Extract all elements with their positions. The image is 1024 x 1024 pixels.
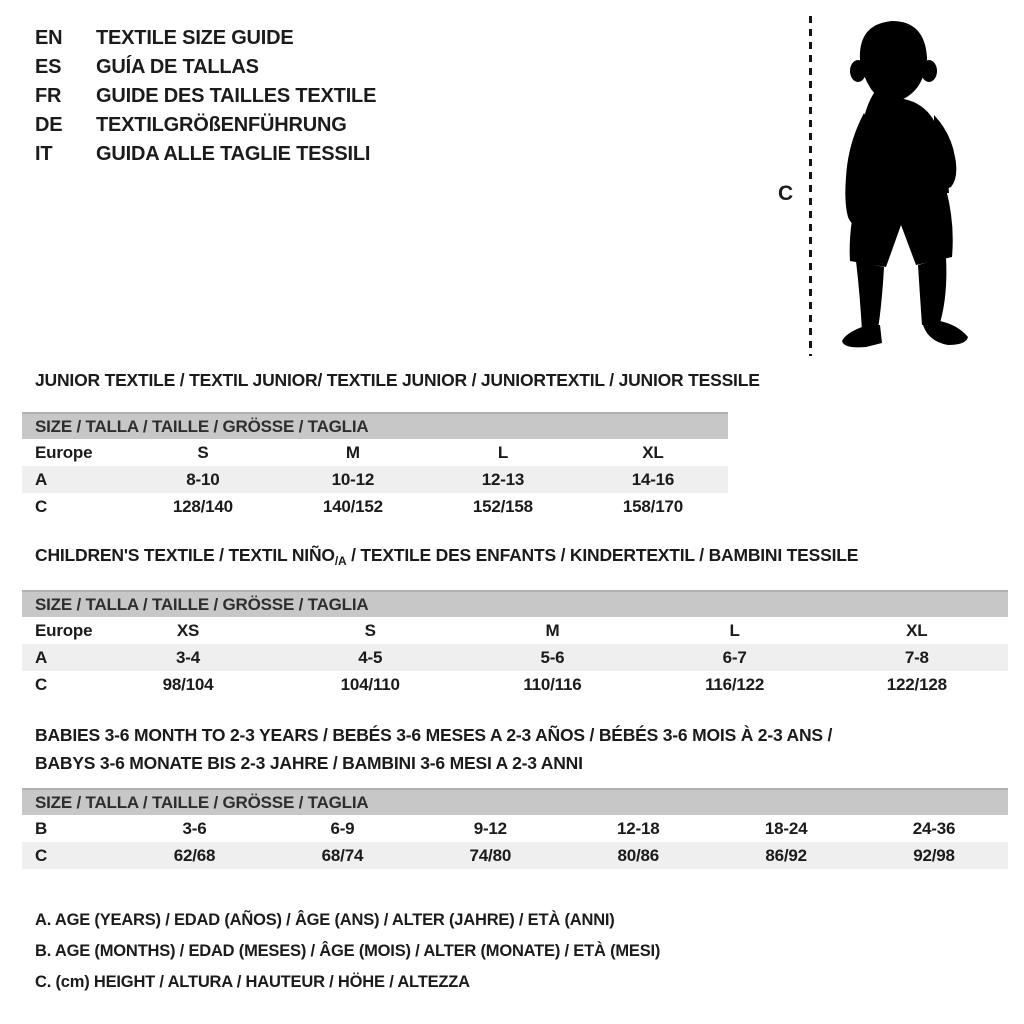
babies-heading-line-1: BABIES 3-6 MONTH TO 2-3 YEARS / BEBÉS 3-6 MESES A 2-3 AÑOS / BÉBÉS 3-6 MOIS À 2-3 ANS / <box>35 725 833 745</box>
language-code: IT <box>35 143 53 165</box>
language-row-fr <box>35 82 376 111</box>
height-cell: 92/98 <box>913 845 955 865</box>
height-cell: 128/140 <box>172 496 233 516</box>
table-row-height <box>22 842 1008 869</box>
height-cell: 68/74 <box>321 845 364 865</box>
size-cell: M <box>545 620 560 640</box>
table-row-age-months <box>22 815 1008 842</box>
junior-size-table <box>22 412 728 520</box>
age-cell: 9-12 <box>473 818 507 838</box>
children-section-heading <box>35 541 858 575</box>
footnote-a: A. AGE (YEARS) / EDAD (AÑOS) / ÂGE (ANS) / ALTER (JAHRE) / ETÀ (ANNI) <box>35 911 615 929</box>
age-cell: 5-6 <box>540 647 565 667</box>
table-row-age <box>22 466 728 493</box>
height-cell: 122/128 <box>886 674 947 694</box>
size-cell: M <box>345 442 360 462</box>
language-code: DE <box>35 114 63 136</box>
height-cell: 158/170 <box>622 496 683 516</box>
row-label: Europe <box>35 620 93 640</box>
babies-section-heading <box>35 721 832 777</box>
language-title: GUIDE DES TAILLES TEXTILE <box>96 85 377 107</box>
age-cell: 3-6 <box>182 818 207 838</box>
language-title: TEXTILE SIZE GUIDE <box>96 27 294 49</box>
children-size-table <box>22 590 1008 698</box>
age-cell: 18-24 <box>764 818 808 838</box>
row-label: B <box>35 818 48 838</box>
language-row-it <box>35 140 376 169</box>
language-list <box>35 24 376 169</box>
toddler-silhouette <box>822 14 982 356</box>
language-title: GUIDA ALLE TAGLIE TESSILI <box>96 143 371 165</box>
age-cell: 10-12 <box>331 469 375 489</box>
size-cell: L <box>729 620 740 640</box>
height-cell: 104/110 <box>340 674 400 694</box>
age-cell: 12-18 <box>616 818 660 838</box>
height-cell: 152/158 <box>472 496 533 516</box>
table-row-europe <box>22 617 1008 644</box>
footnotes <box>35 905 660 998</box>
table-row-height <box>22 493 728 520</box>
size-cell: L <box>497 442 509 462</box>
babies-heading-line-2: BABYS 3-6 MONATE BIS 2-3 JAHRE / BAMBINI 3-6 MESI A 2-3 ANNI <box>35 753 583 773</box>
language-row-es <box>35 53 376 82</box>
size-cell: XL <box>906 620 928 640</box>
age-cell: 14-16 <box>631 469 675 489</box>
size-header-bar: SIZE / TALLA / TAILLE / GRÖSSE / TAGLIA <box>22 788 1008 815</box>
age-cell: 8-10 <box>186 469 220 489</box>
size-cell: XL <box>642 442 664 462</box>
language-title: GUÍA DE TALLAS <box>96 56 259 78</box>
size-header-bar: SIZE / TALLA / TAILLE / GRÖSSE / TAGLIA <box>22 412 728 439</box>
height-dashed-line <box>809 16 812 356</box>
row-label: C <box>35 845 48 865</box>
age-cell: 7-8 <box>904 647 929 667</box>
footnote-c: C. (cm) HEIGHT / ALTURA / HAUTEUR / HÖHE / ALTEZZA <box>35 973 470 991</box>
children-heading-prefix: CHILDREN'S TEXTILE / TEXTIL NIÑO <box>35 545 335 565</box>
age-cell: 4-5 <box>358 647 383 667</box>
height-cell: 62/68 <box>173 845 216 865</box>
babies-size-table <box>22 788 1008 869</box>
height-cell: 86/92 <box>765 845 807 865</box>
table-row-age <box>22 644 1008 671</box>
size-header-bar: SIZE / TALLA / TAILLE / GRÖSSE / TAGLIA <box>22 590 1008 617</box>
row-label: C <box>35 674 48 694</box>
language-title: TEXTILGRÖßENFÜHRUNG <box>96 114 347 136</box>
height-cell: 110/116 <box>523 674 582 694</box>
children-heading-suffix: / TEXTILE DES ENFANTS / KINDERTEXTIL / BAMBINI TESSILE <box>346 545 859 565</box>
language-code: EN <box>35 27 63 49</box>
height-cell: 80/86 <box>617 845 659 865</box>
age-cell: 6-7 <box>722 647 747 667</box>
table-row-height <box>22 671 1008 698</box>
language-code: FR <box>35 85 62 107</box>
height-cell: 98/104 <box>162 674 214 694</box>
junior-section-heading: JUNIOR TEXTILE / TEXTIL JUNIOR/ TEXTILE JUNIOR / JUNIORTEXTIL / JUNIOR TESSILE <box>35 370 760 390</box>
size-cell: S <box>197 442 209 462</box>
age-cell: 12-13 <box>481 469 525 489</box>
age-cell: 24-36 <box>912 818 956 838</box>
age-cell: 6-9 <box>330 818 355 838</box>
height-cell: 74/80 <box>469 845 512 865</box>
footnote-b: B. AGE (MONTHS) / EDAD (MESES) / ÂGE (MOIS) / ALTER (MONATE) / ETÀ (MESI) <box>35 942 661 960</box>
row-label: A <box>35 647 48 667</box>
table-row-europe <box>22 439 728 466</box>
height-cell: 116/122 <box>705 674 765 694</box>
children-heading-sub: /A <box>334 554 347 568</box>
row-label: A <box>35 469 48 489</box>
row-label: C <box>35 496 48 516</box>
height-label: C <box>778 182 793 205</box>
age-cell: 3-4 <box>176 647 201 667</box>
language-row-de <box>35 111 376 140</box>
size-cell: XS <box>176 620 200 640</box>
size-cell: S <box>364 620 376 640</box>
language-row-en <box>35 24 376 53</box>
height-cell: 140/152 <box>322 496 383 516</box>
row-label: Europe <box>35 442 93 462</box>
language-code: ES <box>35 56 62 78</box>
